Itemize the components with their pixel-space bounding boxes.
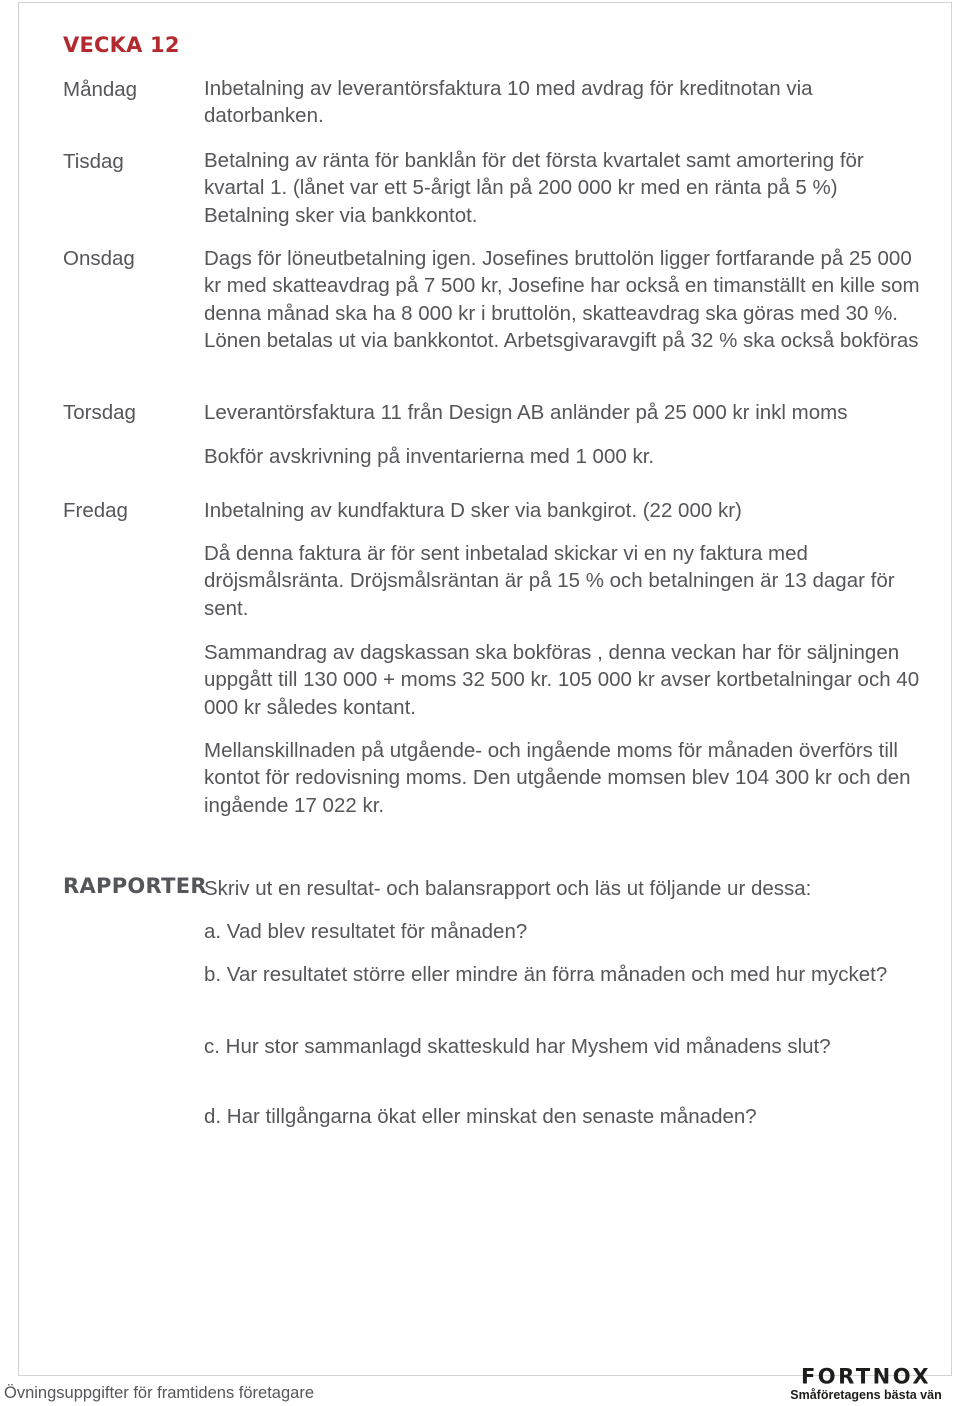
task-text: Bokför avskrivning på inventarierna med 1 000 kr. — [204, 445, 655, 468]
fortnox-logo — [780, 1365, 952, 1387]
reports-intro: Skriv ut en resultat- och balansrapport och läs ut följande ur dessa: — [204, 877, 812, 900]
footer-text: Övningsuppgifter för framtidens företagare — [4, 1384, 314, 1402]
day-label-monday: Måndag — [63, 78, 138, 101]
week-title: VECKA 12 — [63, 33, 180, 57]
reports-heading: RAPPORTER — [63, 874, 207, 898]
task-text: Mellanskillnaden på utgående- och ingående moms för månaden överförs till kontot för redovisning moms. Den utgående momsen blev 104 300 kr och den ingående 17 022 kr. — [204, 739, 911, 817]
task-text: Leverantörsfaktura 11 från Design AB anländer på 25 000 kr inkl moms — [204, 401, 848, 424]
task-text: Sammandrag av dagskassan ska bokföras , denna veckan har för säljningen uppgått till 130 000 + moms 32 500 kr. 105 000 kr avser kortbetalningar och 40 000 kr således kontant. — [204, 641, 920, 719]
question-item: a. Vad blev resultatet för månaden? — [204, 920, 528, 943]
task-text: Dags för löneutbetalning igen. Josefines bruttolön ligger fortfarande på 25 000 kr med skatteavdrag på 7 500 kr, Josefine har också en timanställt en kille som denna månad ska ha 8 000 kr i bruttolön, skatteavdrag ska göras med 30 %. Lönen betalas ut via bankkontot. Arbetsgivaravgift på 32 % ska också bokföras — [204, 247, 920, 352]
logo-tagline: Småföretagens bästa vän — [790, 1388, 942, 1402]
question-item: c. Hur stor sammanlagd skatteskuld har Myshem vid månadens slut? — [204, 1035, 831, 1058]
task-text: Då denna faktura är för sent inbetalad skickar vi en ny faktura med dröjsmålsränta. Dröjsmålsräntan är på 15 % och betalningen är 13 dagar för sent. — [204, 542, 895, 620]
question-item: b. Var resultatet större eller mindre än förra månaden och med hur mycket? — [204, 963, 888, 986]
task-text: Betalning av ränta för banklån för det första kvartalet samt amortering för kvartal 1. (lånet var ett 5-årigt lån på 200 000 kr med en ränta på 5 %) Betalning sker via bankkontot. — [204, 149, 864, 227]
question-item: d. Har tillgångarna ökat eller minskat den senaste månaden? — [204, 1105, 757, 1128]
fortnox-wordmark-icon — [780, 1365, 952, 1387]
day-label-friday: Fredag — [63, 499, 128, 522]
day-label-tuesday: Tisdag — [63, 150, 124, 173]
fortnox-logo-text: FORTNOX — [800, 1365, 932, 1387]
task-text: Inbetalning av leverantörsfaktura 10 med avdrag för kreditnotan via datorbanken. — [204, 77, 813, 128]
task-text: Inbetalning av kundfaktura D sker via bankgirot. (22 000 kr) — [204, 499, 742, 522]
day-label-wednesday: Onsdag — [63, 247, 135, 270]
day-label-thursday: Torsdag — [63, 401, 136, 424]
